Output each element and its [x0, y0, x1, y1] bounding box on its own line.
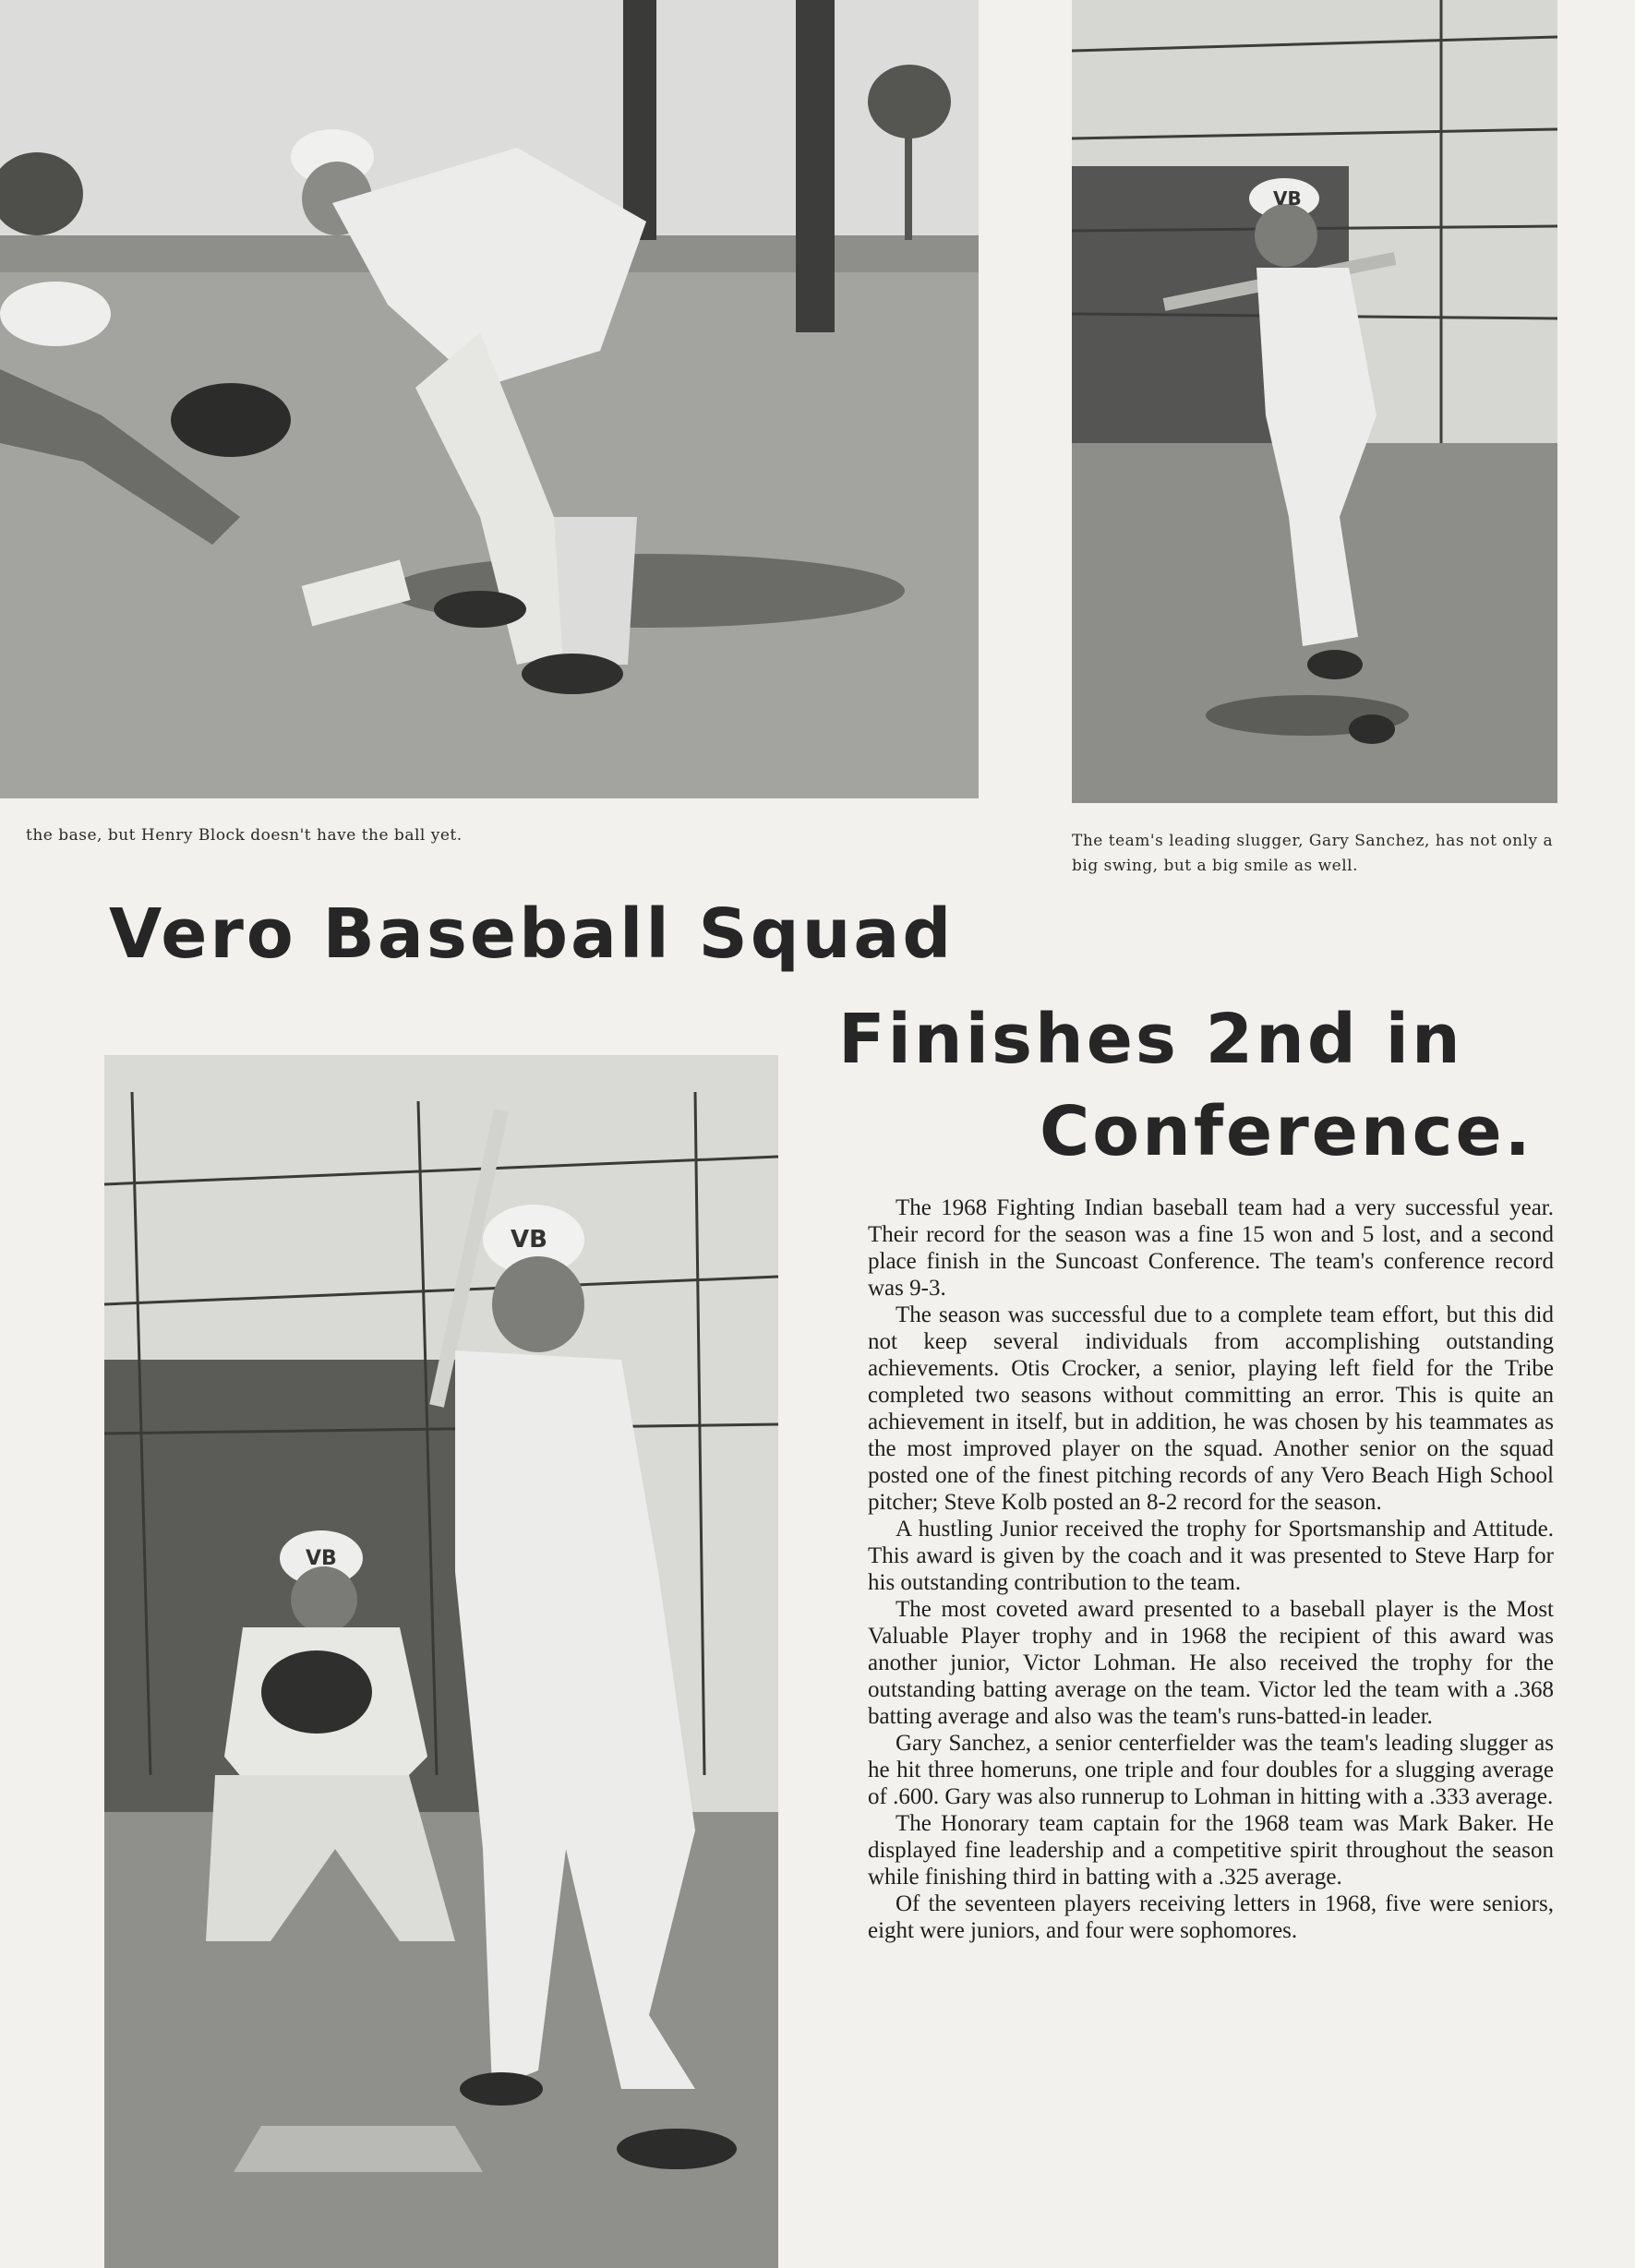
headline-line-3: Conference. [1040, 1092, 1533, 1171]
headline-line-1: Vero Baseball Squad [109, 894, 955, 974]
article-paragraph: Of the seventeen players receiving letters in 1968, five were seniors, eight were juniors, and four were sophomores. [868, 1891, 1554, 1943]
photo-caption-tag-play: the base, but Henry Block doesn't have the ball yet. [26, 826, 463, 845]
slugger-cap-letters: VB [1273, 187, 1302, 210]
photo-caption-slugger: The team's leading slugger, Gary Sanchez, has not only a big swing, but a big smile as well. [1072, 832, 1554, 875]
photo-slugger [1072, 0, 1557, 803]
article-paragraph: The 1968 Fighting Indian baseball team had a very successful year. Their record for the season was a fine 15 won and 5 lost, and a second place finish in the Suncoast Conference. The team's conference record was 9-3. [868, 1195, 1554, 1301]
article-paragraph: The most coveted award presented to a baseball player is the Most Valuable Player trophy and in 1968 the recipient of this award was another junior, Victor Lohman. He also received the trophy for the outstanding batting average on the team. Victor led the team with a .368 batting average and also was the team's runs-batted-in leader. [868, 1597, 1554, 1729]
article-paragraph: Gary Sanchez, a senior centerfielder was the team's leading slugger as he hit three homeruns, one triple and four doubles for a slugging average of .600. Gary was also runnerup to Lohman in hitting with a .333 average. [868, 1731, 1554, 1809]
photo-batter-catcher [104, 1055, 778, 2268]
photo-tag-play [0, 0, 979, 798]
photo-batter-catcher-image [104, 1055, 778, 2268]
catcher-cap-letters: VB [306, 1547, 337, 1570]
photo-slugger-image [1072, 0, 1557, 803]
headline-line-2: Finishes 2nd in [838, 1000, 1463, 1079]
article-paragraph: The season was successful due to a complete team effort, but this did not keep several individuals from accomplishing outstanding achievements. Otis Crocker, a senior, playing left field for the Tribe completed two seasons without committing an error. This is quite an achievement in itself, but in addition, he was chosen by his teammates as the most improved player on the squad. Another senior on the squad posted one of the finest pitching records of any Vero Beach High School pitcher; Steve Kolb posted an 8-2 record for the season. [868, 1302, 1554, 1515]
photo-tag-play-image [0, 0, 979, 798]
article-paragraph: A hustling Junior received the trophy for Sportsmanship and Attitude. This award is given by the coach and it was presented to Steve Harp for his outstanding contribution to the team. [868, 1517, 1554, 1595]
article-body [868, 1194, 1554, 1944]
batter-cap-letters: VB [511, 1226, 547, 1254]
article-paragraph: The Honorary team captain for the 1968 team was Mark Baker. He displayed fine leadership and a competitive spirit throughout the season while finishing third in batting with a .325 average. [868, 1811, 1554, 1890]
